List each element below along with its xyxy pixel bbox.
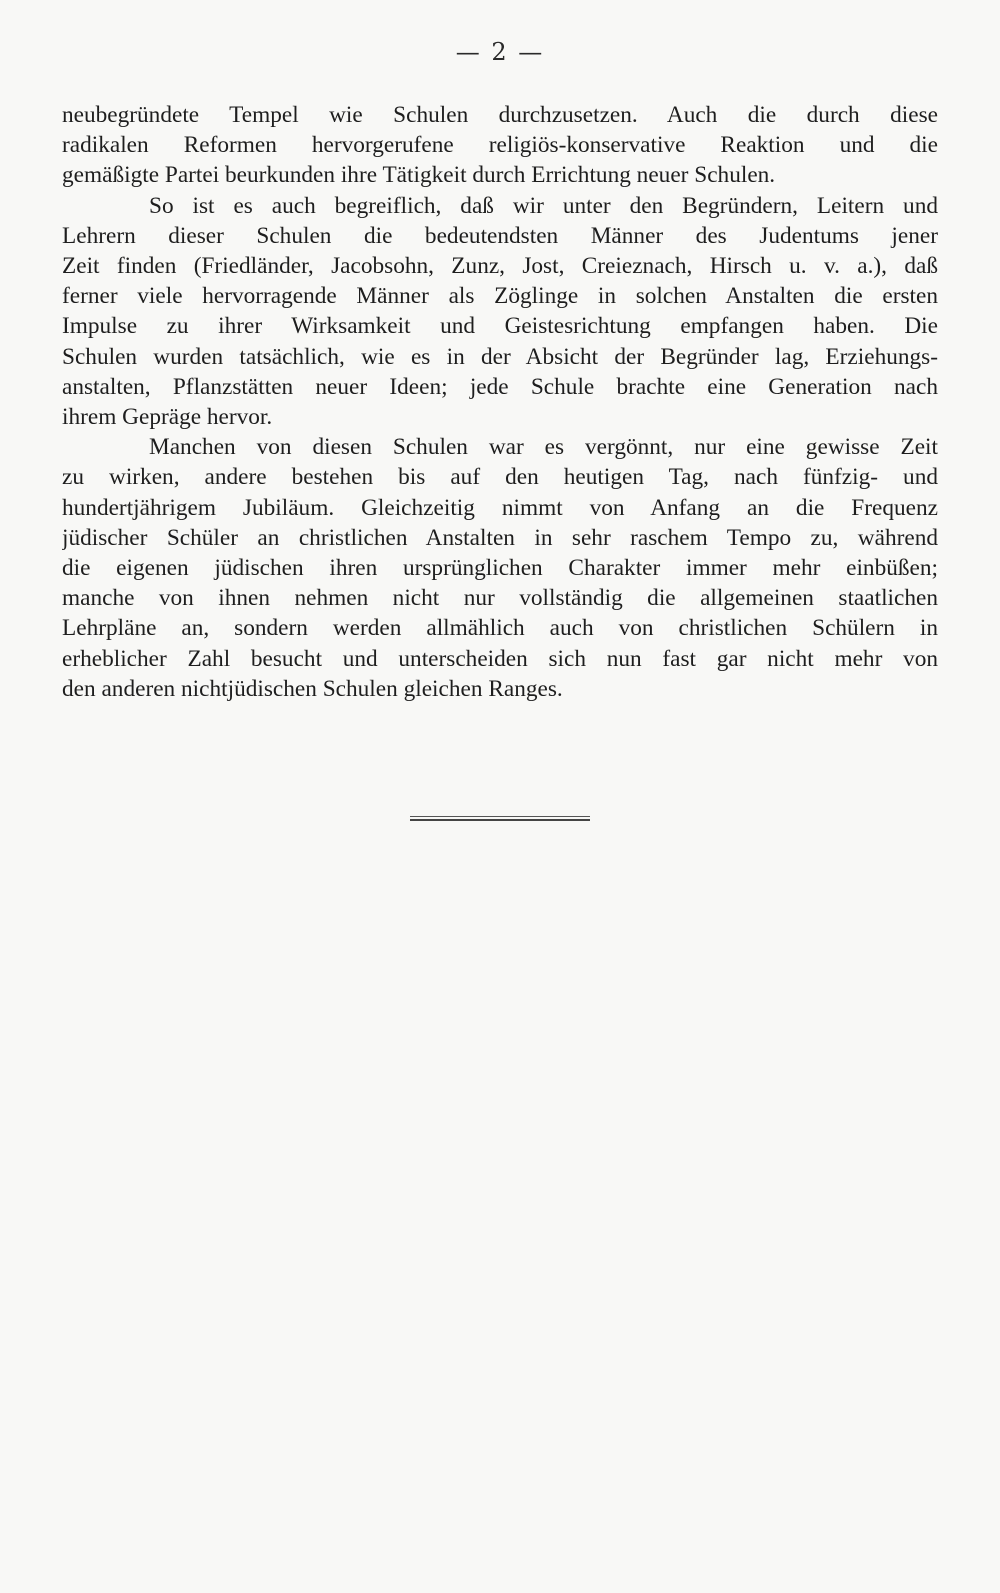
body-text	[62, 100, 938, 704]
text-line: So ist es auch begreiflich, daß wir unter den Begründern, Leitern und	[149, 192, 938, 219]
text-line: manche von ihnen nehmen nicht nur vollständig die allgemeinen staatlichen	[62, 585, 938, 612]
text-line: jüdischer Schüler an christlichen Anstalten in sehr raschem Tempo zu, während	[62, 524, 938, 551]
text-line: Schulen wurden tatsächlich, wie es in der Absicht der Begründer lag, Erziehungs-	[62, 343, 938, 370]
text-line: die eigenen jüdischen ihren ursprünglichen Charakter immer mehr einbüßen;	[62, 555, 938, 582]
text-line: erheblicher Zahl besucht und unterscheiden sich nun fast gar nicht mehr von	[62, 645, 938, 672]
section-separator-rule	[410, 816, 590, 822]
text-line: ferner viele hervorragende Männer als Zöglinge in solchen Anstalten die ersten	[62, 283, 938, 310]
text-line: Manchen von diesen Schulen war es vergönnt, nur eine gewisse Zeit	[149, 434, 938, 461]
text-line: radikalen Reformen hervorgerufene religiös-konservative Reaktion und die	[62, 132, 938, 159]
text-line: Impulse zu ihrer Wirksamkeit und Geistesrichtung empfangen haben. Die	[62, 313, 938, 340]
separator-line-thin	[410, 816, 590, 817]
text-line: zu wirken, andere bestehen bis auf den heutigen Tag, nach fünfzig- und	[62, 464, 938, 491]
text-line: hundertjährigem Jubiläum. Gleichzeitig nimmt von Anfang an die Frequenz	[62, 494, 938, 521]
paragraph-1	[62, 100, 938, 191]
text-line: gemäßigte Partei beurkunden ihre Tätigkeit durch Errichtung neuer Schulen.	[62, 162, 776, 189]
text-line: anstalten, Pflanzstätten neuer Ideen; jede Schule brachte eine Generation nach	[62, 373, 938, 400]
text-line: Lehrpläne an, sondern werden allmählich auch von christlichen Schülern in	[62, 615, 938, 642]
text-line: neubegründete Tempel wie Schulen durchzusetzen. Auch die durch diese	[62, 102, 938, 128]
paragraph-2	[62, 191, 938, 433]
text-line: ihrem Gepräge hervor.	[62, 404, 273, 431]
text-line: den anderen nichtjüdischen Schulen gleichen Ranges.	[62, 675, 563, 702]
paragraph-3	[62, 432, 938, 704]
text-line: Lehrern dieser Schulen die bedeutendsten Männer des Judentums jener	[62, 222, 938, 249]
page-number: — 2 —	[455, 38, 545, 66]
separator-line-thick	[410, 819, 590, 821]
text-line: Zeit finden (Friedländer, Jacobsohn, Zunz, Jost, Creieznach, Hirsch u. v. a.), daß	[62, 253, 938, 280]
